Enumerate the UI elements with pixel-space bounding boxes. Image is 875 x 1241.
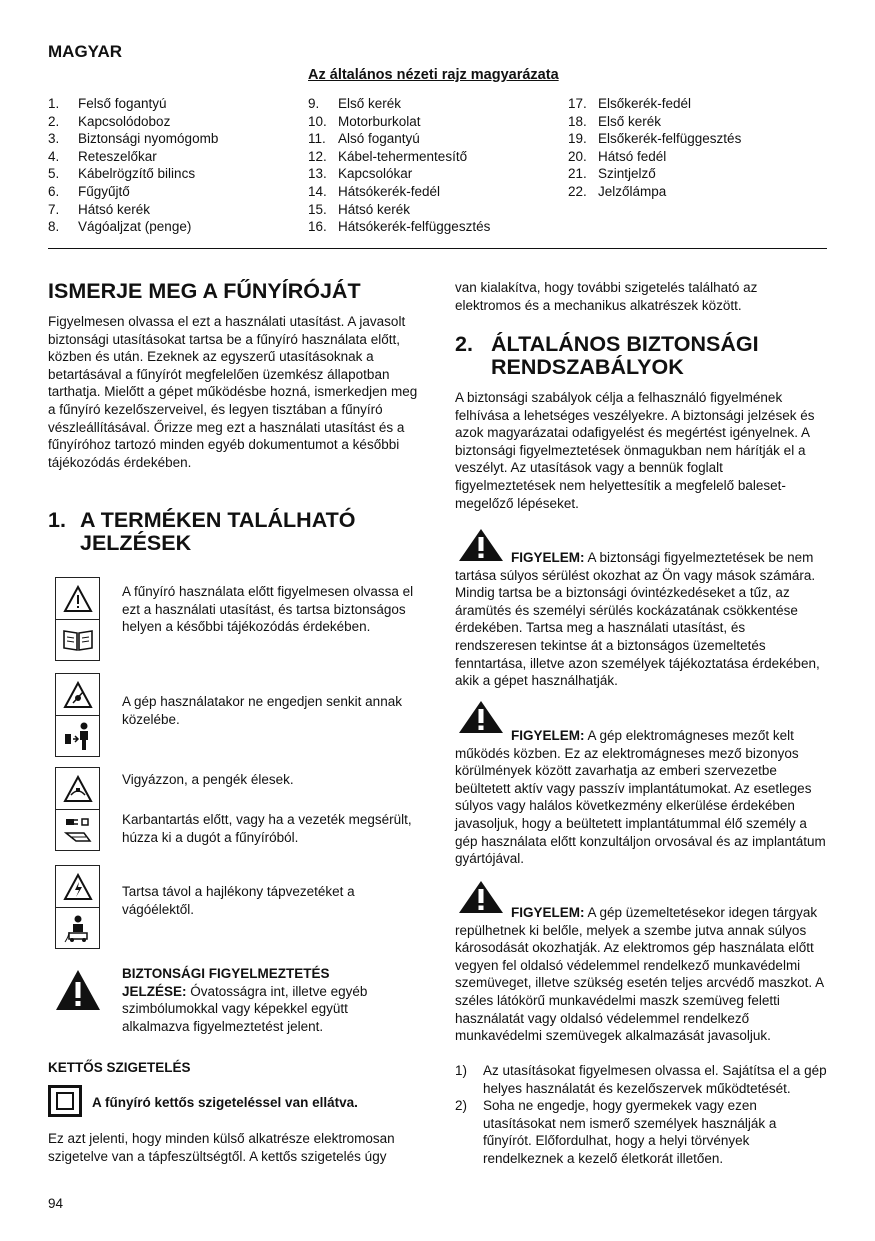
legend-item-number: 18. [568, 113, 587, 129]
warning-triangle-icon [56, 578, 99, 620]
symbol-unplug-text: Karbantartás előtt, vagy ha a vezeték megsérült, húzza ki a dugót a fűnyíróból. [122, 812, 412, 845]
list-item [455, 1062, 827, 1097]
warning-1-label: FIGYELEM: [511, 550, 585, 565]
section-1-heading [48, 509, 420, 555]
legend-item-number: 1. [48, 96, 60, 111]
legend-item-number: 14. [308, 183, 327, 199]
symbol-read-manual [55, 577, 100, 661]
list-item-text: Az utasításokat figyelmesen olvassa el. Sajátítsa el a gép helyes használatát és kezelőszervek működtetését. [483, 1063, 827, 1096]
legend-item-text: Elsőkerék-fedél [598, 96, 692, 111]
legend-item [308, 113, 558, 131]
legend-item-number: 16. [308, 219, 327, 235]
warning-1-body: A biztonsági figyelmeztetések be nem tartása súlyos sérülést okozhat az Ön vagy mások számára. Mindig tartsa be a biztonsági óvintézkedéseket a tűz, az áramütés és személyi sérülés kockázatának csökkentése érdekében. Tartsa meg a használati utasítást, és rendszeresen tekintse át a biztonságos üzemeltetés fenntartása, illetve azon személyek tájékoztatása érdekében, akik a gépet használhatják. [455, 550, 820, 689]
legend-item-number: 4. [48, 148, 60, 164]
legend-item-text: Jelzőlámpa [598, 183, 667, 199]
section-1-title: A TERMÉKEN TALÁLHATÓ JELZÉSEK [80, 508, 356, 555]
legend-item [308, 165, 558, 183]
symbol-cable [55, 865, 100, 949]
intro-title: ISMERJE MEG A FŰNYÍRÓJÁT [48, 279, 361, 303]
projectile-warning-icon [56, 674, 99, 716]
legend-item-text: Kábelrögzítő bilincs [78, 166, 196, 182]
legend-item [48, 218, 298, 236]
legend-item-text: Felső fogantyú [78, 96, 167, 111]
legend-item-number: 5. [48, 166, 60, 182]
legend-item [48, 148, 298, 166]
double-insulation-title: KETTŐS SZIGETELÉS [48, 1060, 191, 1075]
language-label: MAGYAR [48, 42, 122, 61]
warning-2-text [455, 727, 827, 868]
legend-item-text: Motorburkolat [338, 113, 421, 129]
legend-item-number: 7. [48, 201, 60, 217]
legend-item [48, 130, 298, 148]
warning-3-label: FIGYELEM: [511, 905, 585, 920]
legend-item [48, 165, 298, 183]
legend-item-number: 11. [308, 131, 326, 147]
legend-item-number: 17. [568, 96, 587, 111]
warning-1-text [455, 549, 827, 690]
page-number: 94 [48, 1196, 64, 1211]
legend-item-text: Elsőkerék-felfüggesztés [598, 131, 742, 147]
legend-item [568, 165, 818, 183]
list-item-number: 1) [455, 1063, 468, 1078]
legend-item [308, 95, 558, 113]
double-insulation-icon [48, 1085, 82, 1117]
legend-column-2 [308, 95, 558, 236]
safety-alert-icon [55, 969, 101, 1011]
divider [48, 248, 827, 249]
symbol-cable-text: Tartsa távol a hajlékony tápvezetéket a vágóélektől. [122, 884, 355, 917]
legend-item-number: 8. [48, 219, 60, 235]
instruction-list [455, 1062, 827, 1168]
legend-item-text: Kapcsolókar [338, 166, 413, 182]
legend-item [568, 183, 818, 201]
warning-3-text [455, 904, 827, 1045]
legend-item [48, 183, 298, 201]
legend-item-text: Reteszelőkar [78, 148, 157, 164]
legend-item-text: Hátsó kerék [78, 201, 151, 217]
legend-item-number: 3. [48, 131, 60, 147]
legend-item [308, 130, 558, 148]
legend-item-text: Hátsókerék-felfüggesztés [338, 219, 491, 235]
section-2-title: ÁLTALÁNOS BIZTONSÁGI RENDSZABÁLYOK [491, 332, 759, 379]
legend-item-text: Fűgyűjtő [78, 183, 130, 199]
legend-item-number: 9. [308, 96, 320, 111]
legend-column-1 [48, 95, 298, 236]
mower-cable-icon [56, 907, 99, 948]
list-item-text: Soha ne engedje, hogy gyermekek vagy ezen utasításokat nem ismerő személyek használják a fűnyírót. Előfordulhat, hogy a helyi törvények rendelkeznek a kezelő életkorát illetően. [483, 1098, 777, 1166]
legend-item [48, 95, 298, 113]
section-1-number: 1. [48, 508, 66, 532]
legend-item-text: Kapcsolódoboz [78, 113, 171, 129]
legend-item [308, 148, 558, 166]
section-2-number: 2. [455, 332, 473, 356]
legend-item [308, 183, 558, 201]
legend-item-number: 22. [568, 183, 587, 199]
legend-item-number: 10. [308, 113, 327, 129]
unplug-icon [56, 809, 99, 850]
list-item [455, 1097, 827, 1167]
symbol-sharp-blades-text: Vigyázzon, a pengék élesek. [122, 772, 294, 787]
legend-title: Az általános nézeti rajz magyarázata [308, 67, 559, 83]
intro-text: Figyelmesen olvassa el ezt a használati utasítást. A javasolt biztonsági utasításokat tartsa be a fűnyíró használata előtt, közben és után. Ezeknek az egyszerű utasításoknak a betartásával a fűnyírót megfelelően üzemkész állapotban tarthatja. Mielőtt a gépet működésbe hozná, ismerkedjen meg a fűnyíró kezelőszerveivel, és legyen tisztában a fűnyíró vészleállításával. Őrizze meg ezt a használati utasítást és a fűnyíróhoz tartozó minden egyéb dokumentumot a későbbi tájékozódás érdekében. [48, 314, 418, 470]
legend-item-number: 15. [308, 201, 327, 217]
legend-item [308, 218, 558, 236]
legend-item-text: Hátsókerék-fedél [338, 183, 441, 199]
section-2-heading [455, 333, 827, 379]
legend-item [48, 113, 298, 131]
legend-item [568, 130, 818, 148]
legend-item [568, 148, 818, 166]
symbol-read-manual-text: A fűnyíró használata előtt figyelmesen olvassa el ezt a használati utasítást, és tartsa biztonságos helyen a későbbi tájékozódás érdekében. [122, 584, 414, 635]
legend-item-text: Első kerék [338, 96, 402, 111]
book-icon [56, 619, 99, 660]
electric-hazard-icon [56, 866, 99, 908]
double-insulation-text: Ez azt jelenti, hogy minden külső alkatrésze elektromosan szigetelve van a tápfeszültségtől. A kettős szigetelés úgy [48, 1131, 395, 1164]
warning-2-label: FIGYELEM: [511, 728, 585, 743]
legend-item-text: Vágóaljzat (penge) [78, 219, 192, 235]
legend-item-text: Első kerék [598, 113, 662, 129]
legend-item [568, 95, 818, 113]
list-item-number: 2) [455, 1098, 468, 1114]
legend-item [568, 113, 818, 131]
double-insulation-label: A fűnyíró kettős szigeteléssel van ellátva. [92, 1095, 358, 1110]
legend-item-number: 6. [48, 183, 60, 199]
legend-item-number: 21. [568, 166, 587, 182]
warning-2-body: A gép elektromágneses mezőt kelt működés közben. Ez az elektromágneses mező bizonyos körülmények között zavarhatja az emberi szervezetbe beültetett aktív vagy passzív implantátumokat. Az esetleges súlyos vagy halálos következmény elkerülése érdekében javasoljuk, hogy a beültetett implantátummal élő személy a gép használata előtt konzultáljon orvosával és az implantátum gyártójával. [455, 728, 826, 867]
legend-item [308, 201, 558, 219]
person-distance-icon [56, 715, 99, 756]
legend-item-number: 12. [308, 148, 327, 164]
legend-item-number: 20. [568, 148, 587, 164]
legend-item-text: Hátsó kerék [338, 201, 411, 217]
legend-item-text: Szintjelző [598, 166, 656, 182]
legend-item-text: Kábel-tehermentesítő [338, 148, 468, 164]
blade-warning-icon [56, 768, 99, 810]
safety-alert-description: Óvatosságra int, illetve egyéb szimbólumokkal vagy képekkel együtt alkalmazva figyelmeztetést jelent. [122, 983, 368, 1034]
legend-item-number: 13. [308, 166, 327, 182]
section-2-text: A biztonsági szabályok célja a felhasználó figyelmének felhívása a lehetséges veszélyekre. A biztonsági jelzések és azok magyarázatai odafigyelést és megértést igényelnek. A biztonsági figyelmeztetések önmagukban nem hárítják el a veszélyt. Az utasítások vagy a bennük foglalt figyelmeztetések nem helyettesítik a megfelelő baleset-megelőző lépéseket. [455, 390, 815, 511]
symbol-keep-away [55, 673, 100, 757]
continued-text: van kialakítva, hogy további szigetelés található az elektromos és a mechanikus alkatrészek között. [455, 280, 758, 313]
legend-item-number: 19. [568, 131, 587, 147]
legend-item-text: Hátsó fedél [598, 148, 667, 164]
legend-column-3 [568, 95, 818, 201]
safety-alert-label: BIZTONSÁGI FIGYELMEZTETÉS JELZÉSE: [122, 966, 330, 999]
symbol-blades-unplug [55, 767, 100, 851]
legend-item [48, 201, 298, 219]
symbol-keep-away-text: A gép használatakor ne engedjen senkit annak közelébe. [122, 694, 402, 727]
legend-item-text: Alsó fogantyú [338, 131, 420, 147]
legend-item-number: 2. [48, 113, 60, 129]
warning-3-body: A gép üzemeltetésekor idegen tárgyak repülhetnek ki belőle, melyek a szembe jutva annak súlyos károsodását okozhatják. Az elektromos gép használata előtt vegyen fel oldalsó védelemmel rendelkező munkavédelmi szemüveget, illetve szükség esetén teljes arcvédő maszkot. A széles látókörű munkavédelmi maszk szemüveg feletti használatát vagy oldalsó védelemmel rendelkező munkavédelmi szemüvegek alkalmazását javasoljuk. [455, 905, 824, 1044]
safety-alert-text [122, 965, 382, 1035]
legend-item-text: Biztonsági nyomógomb [78, 131, 219, 147]
